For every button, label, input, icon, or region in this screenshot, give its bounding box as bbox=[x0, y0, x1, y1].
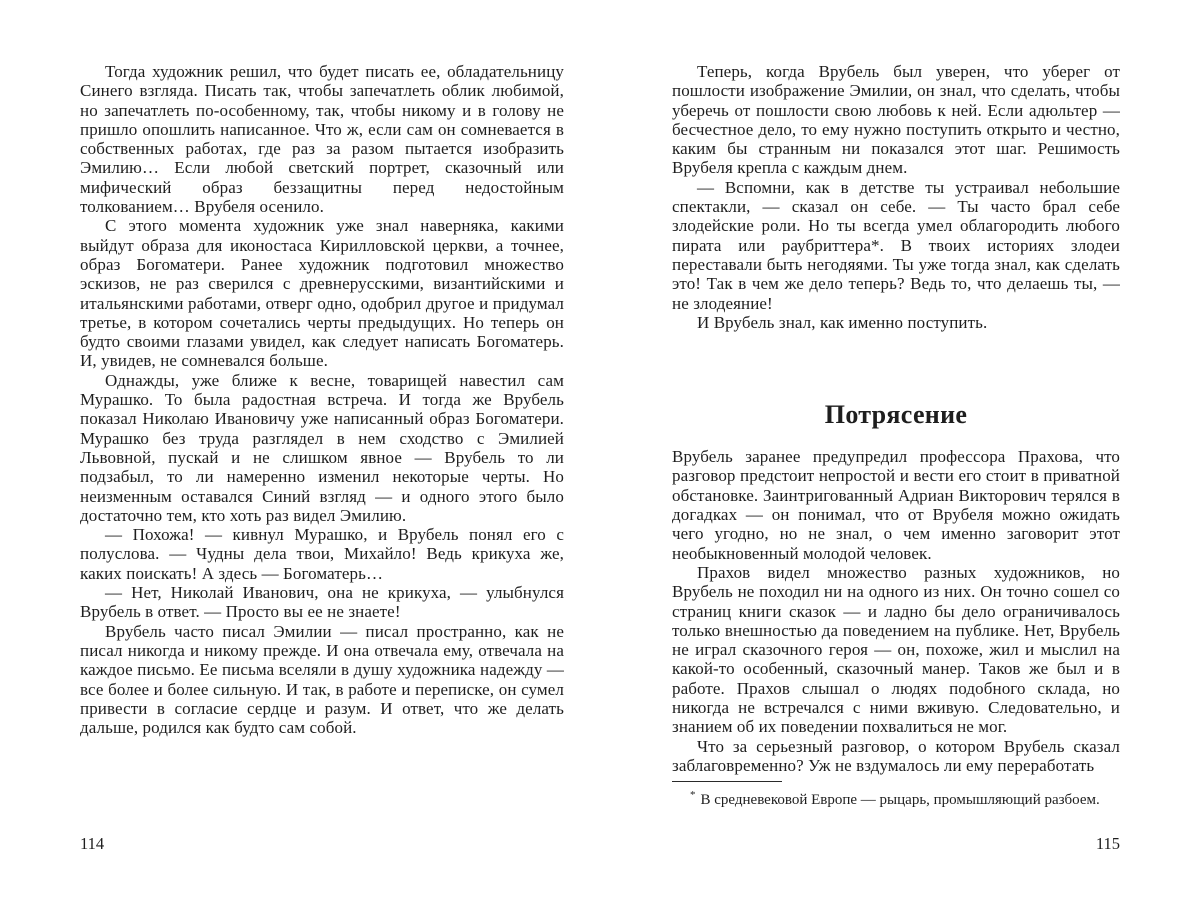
paragraph: Врубель заранее предупредил профессора Прахова, что разговор предстоит непростой и вести его стоит в приватной обстановке. Заинтригованный Адриан Викторович терялся в догадках — он понимал, что от Врубеля можно ожидать чего угодно, но не знал, о чем именно заговорит этот необыкновенный молодой человек. bbox=[672, 447, 1120, 563]
paragraph: Однажды, уже ближе к весне, товарищей навестил сам Мурашко. То была радостная встреча. И тогда же Врубель показал Николаю Ивановичу уже написанный образ Богоматери. Мурашко без труда разглядел в нем сходство с Эмилией Львовной, пускай и не слишком явное — Врубель то ли подзабыл, то ли намеренно изменил некоторые черты. Но неизменным оставался Синий взгляд — и одного этого было достаточно тем, кто хоть раз видел Эмилию. bbox=[80, 370, 564, 525]
paragraph-dialogue: — Похожа! — кивнул Мурашко, и Врубель понял его с полуслова. — Чудны дела твои, Михайло! Ведь крикуха же, каких поискать! А здесь — Богоматерь… bbox=[80, 525, 564, 583]
right-page bbox=[672, 62, 1120, 900]
paragraph: Теперь, когда Врубель был уверен, что уберег от пошлости изображение Эмилии, он знал, что сделать, чтобы уберечь от пошлости свою любовь к ней. Если адюльтер — бесчестное дело, то ему нужно поступить открыто и честно, каким бы странным ни показался этот шаг. Решимость Врубеля крепла с каждым днем. bbox=[672, 62, 1120, 178]
paragraph: Прахов видел множество разных художников, но Врубель не походил ни на одного из них. Он точно сошел со страниц книги сказок — и ладно бы дело ограничивалось только внешностью да поведением на публике. Нет, Врубель не играл сказочного героя — он, похоже, жил и мыслил на какой-то особенный, сказочный манер. Таков же был и в работе. Прахов слышал о людях подобного склада, но никогда не встречался с ними вживую. Следовательно, и знанием об их поведении похвалиться не мог. bbox=[672, 562, 1120, 737]
footnote-text bbox=[672, 791, 1120, 809]
left-page bbox=[80, 62, 564, 900]
left-page-text bbox=[80, 62, 564, 737]
paragraph: И Врубель знал, как именно поступить. bbox=[697, 312, 988, 332]
footnote bbox=[672, 781, 1120, 809]
footnote-marker: * bbox=[690, 789, 696, 801]
paragraph: Что за серьезный разговор, о котором Врубель сказал заблаговременно? Уж не вздумалось ли ему переработать bbox=[672, 736, 1120, 775]
footnote-body: В средневековой Европе — рыцарь, промышляющий разбоем. bbox=[700, 792, 1100, 808]
paragraph-dialogue: — Нет, Николай Иванович, она не крикуха, — улыбнулся Врубель в ответ. — Просто вы ее не знаете! bbox=[80, 583, 564, 622]
page-number-right: 115 bbox=[1095, 834, 1120, 853]
paragraph: Тогда художник решил, что будет писать ее, обладательницу Синего взгляда. Писать так, чтобы запечатлеть облик любимой, но запечатлеть по-особенному, так, чтобы никому и в голову не пришло опошлить написанное. Что ж, если сам он сомневается в собственных работах, где раз за разом пытается изобразить Эмилию… Если любой светский портрет, сказочный или мифический образ беззащитны перед недостойным толкованием… Врубеля осенило. bbox=[80, 62, 564, 217]
chapter-heading: Потрясение bbox=[824, 400, 968, 430]
page-number-left: 114 bbox=[80, 834, 105, 853]
paragraph: С этого момента художник уже знал наверняка, какими выйдут образа для иконостаса Кирилловской церкви, а точнее, образ Богоматери. Ранее художник подготовил множество эскизов, не раз сверился с древнерусскими, византийскими и итальянскими работами, отверг одно, одобрил другое и придумал третье, в котором сочетались черты предыдущих. Но теперь он будто своими глазами увидел, как следует написать Богоматерь. И, увидев, не сомневался больше. bbox=[80, 216, 564, 371]
paragraph: Врубель часто писал Эмилии — писал пространно, как не писал никогда и никому прежде. И она отвечала ему, отвечала на каждое письмо. Ее письма вселяли в душу художника надежду — все более и более сильную. И так, в работе и переписке, он сумел привести в согласие сердце и разум. И ответ, что же делать дальше, родился как будто сам собой. bbox=[80, 621, 564, 738]
right-page-text bbox=[672, 62, 1120, 775]
paragraph-dialogue: — Вспомни, как в детстве ты устраивал небольшие спектакли, — сказал он себе. — Ты часто брал себе злодейские роли. Но ты всегда умел облагородить любого пирата или раубриттера*. В твоих историях злодеи переставали быть негодяями. Ты уже тогда знал, как сделать это! Так в чем же дело теперь? Ведь то, что делаешь ты, — не злодеяние! bbox=[672, 177, 1120, 313]
footnote-divider bbox=[672, 781, 782, 782]
